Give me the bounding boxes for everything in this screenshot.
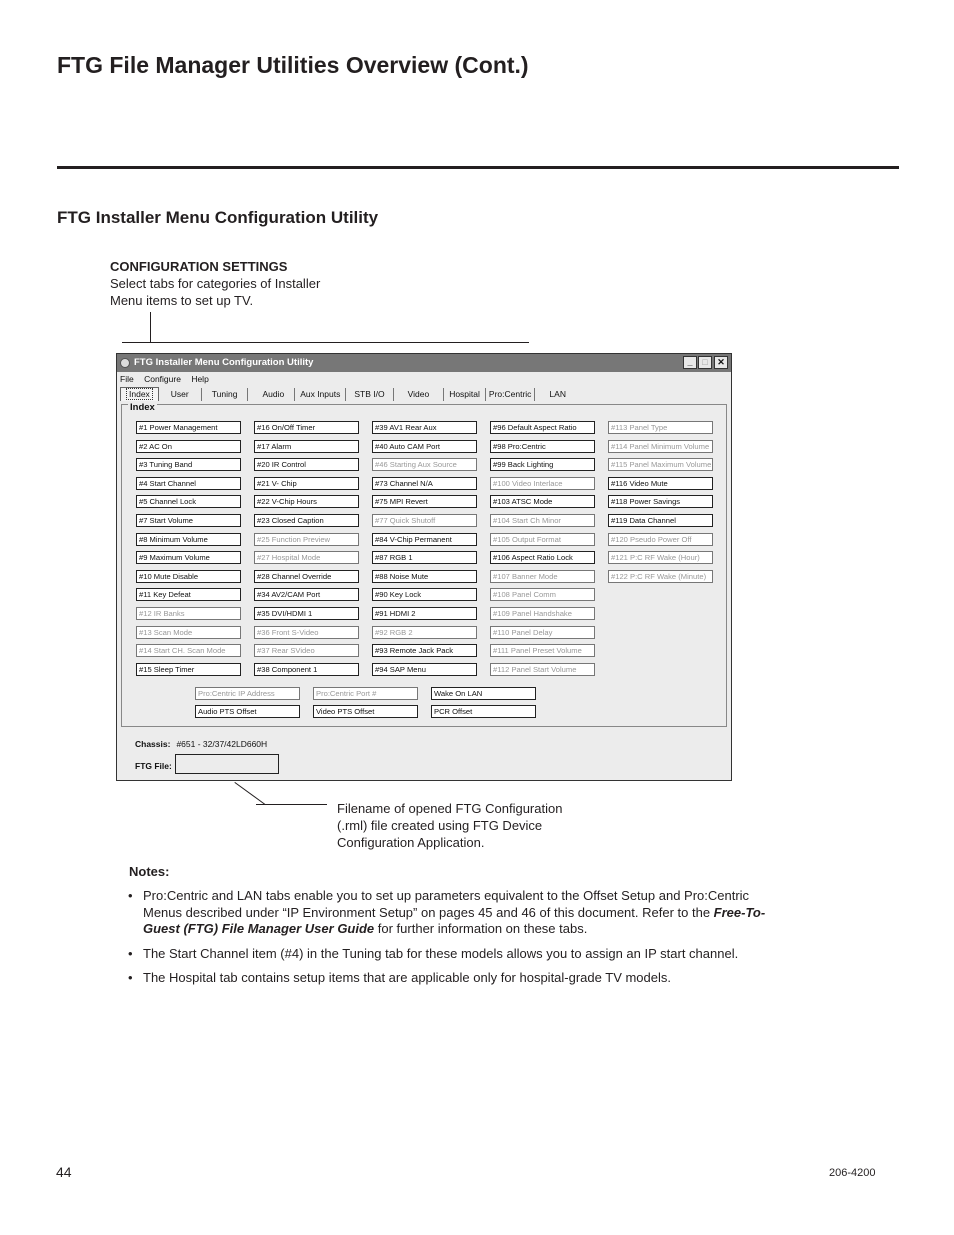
- setting-checkbox[interactable]: #105 Output Format: [490, 533, 595, 546]
- chassis-row: [135, 739, 267, 749]
- document-number: 206-4200: [829, 1167, 876, 1179]
- setting-checkbox[interactable]: #87 RGB 1: [372, 551, 477, 564]
- setting-checkbox[interactable]: #7 Start Volume: [136, 514, 241, 527]
- tab-index[interactable]: [120, 387, 159, 401]
- setting-checkbox[interactable]: #27 Hospital Mode: [254, 551, 359, 564]
- setting-checkbox[interactable]: Video PTS Offset: [313, 705, 418, 718]
- callout-label: CONFIGURATION SETTINGS: [110, 259, 288, 274]
- setting-checkbox[interactable]: #115 Panel Maximum Volume: [608, 458, 713, 471]
- menu-configure[interactable]: Configure: [144, 374, 181, 384]
- setting-checkbox[interactable]: #110 Panel Delay: [490, 626, 595, 639]
- tab-audio[interactable]: Audio: [248, 388, 295, 401]
- setting-checkbox[interactable]: #28 Channel Override: [254, 570, 359, 583]
- setting-checkbox[interactable]: Pro:Centric IP Address: [195, 687, 300, 700]
- configuration-settings-callout: [110, 258, 370, 309]
- ftg-file-field[interactable]: [175, 754, 279, 774]
- close-button[interactable]: ✕: [714, 356, 728, 369]
- chassis-value: #651 - 32/37/42LD660H: [176, 739, 268, 749]
- tab-tuning[interactable]: Tuning: [202, 388, 249, 401]
- callout-leader-vertical: [150, 312, 151, 342]
- ftg-leader-horizontal: [256, 804, 327, 805]
- ftg-file-callout: [337, 800, 597, 851]
- setting-checkbox[interactable]: #84 V-Chip Permanent: [372, 533, 477, 546]
- tab-aux-inputs[interactable]: Aux Inputs: [295, 388, 346, 401]
- note-text: Pro:Centric and LAN tabs enable you to set up parameters equivalent to the Offset Setup and Pro:Centric Menus described under “IP Environment Setup” on pages 45 and 46 of this document. Refer to the: [143, 888, 750, 920]
- setting-checkbox[interactable]: #25 Function Preview: [254, 533, 359, 546]
- menu-bar: [120, 374, 217, 384]
- setting-checkbox[interactable]: #103 ATSC Mode: [490, 495, 595, 508]
- setting-checkbox[interactable]: #93 Remote Jack Pack: [372, 644, 477, 657]
- setting-checkbox[interactable]: #13 Scan Mode: [136, 626, 241, 639]
- index-panel: [121, 404, 727, 727]
- setting-checkbox[interactable]: #107 Banner Mode: [490, 570, 595, 583]
- note-emphasis: Free-To-Guest (FTG) File Manager User Guide: [143, 904, 766, 936]
- setting-checkbox[interactable]: #104 Start Ch Minor: [490, 514, 595, 527]
- notes-title: Notes:: [129, 864, 170, 879]
- page-number: 44: [56, 1164, 72, 1180]
- setting-checkbox[interactable]: #17 Alarm: [254, 440, 359, 453]
- note-item: • The Start Channel item (#4) in the Tuning tab for these models allows you to assign an IP start channel.: [128, 946, 768, 963]
- setting-checkbox[interactable]: #109 Panel Handshake: [490, 607, 595, 620]
- callout-line: Configuration Application.: [337, 835, 485, 850]
- page-title: FTG File Manager Utilities Overview (Cont.): [57, 52, 529, 78]
- note-item: • The Hospital tab contains setup items that are applicable only for hospital-grade TV models.: [128, 970, 768, 987]
- tab-video[interactable]: Video: [394, 388, 445, 401]
- setting-checkbox[interactable]: #75 MPI Revert: [372, 495, 477, 508]
- setting-checkbox[interactable]: #20 IR Control: [254, 458, 359, 471]
- setting-checkbox[interactable]: #14 Start CH. Scan Mode: [136, 644, 241, 657]
- panel-label: Index: [130, 402, 155, 413]
- setting-checkbox[interactable]: #46 Starting Aux Source: [372, 458, 477, 471]
- setting-checkbox[interactable]: #94 SAP Menu: [372, 663, 477, 676]
- setting-checkbox[interactable]: #4 Start Channel: [136, 477, 241, 490]
- setting-checkbox[interactable]: #111 Panel Preset Volume: [490, 644, 595, 657]
- window-titlebar[interactable]: [117, 354, 731, 372]
- setting-checkbox[interactable]: #100 Video Interlace: [490, 477, 595, 490]
- callout-line: (.rml) file created using FTG Device: [337, 818, 543, 833]
- callout-leader-horizontal: [122, 342, 529, 343]
- setting-checkbox[interactable]: #120 Pseudo Power Off: [608, 533, 713, 546]
- setting-checkbox[interactable]: #1 Power Management: [136, 421, 241, 434]
- setting-checkbox[interactable]: #118 Power Savings: [608, 495, 713, 508]
- setting-checkbox[interactable]: #77 Quick Shutoff: [372, 514, 477, 527]
- menu-file[interactable]: File: [120, 374, 134, 384]
- setting-checkbox[interactable]: #90 Key Lock: [372, 588, 477, 601]
- setting-checkbox[interactable]: #88 Noise Mute: [372, 570, 477, 583]
- setting-checkbox[interactable]: #34 AV2/CAM Port: [254, 588, 359, 601]
- tab-hospital[interactable]: Hospital: [444, 388, 486, 401]
- tab-stb-io[interactable]: STB I/O: [346, 388, 393, 401]
- setting-checkbox[interactable]: #106 Aspect Ratio Lock: [490, 551, 595, 564]
- notes-list: [128, 888, 768, 995]
- setting-checkbox[interactable]: #36 Front S-Video: [254, 626, 359, 639]
- setting-checkbox[interactable]: Audio PTS Offset: [195, 705, 300, 718]
- ftg-file-label: FTG File:: [135, 761, 172, 771]
- setting-checkbox[interactable]: #96 Default Aspect Ratio: [490, 421, 595, 434]
- setting-checkbox[interactable]: #22 V-Chip Hours: [254, 495, 359, 508]
- setting-checkbox[interactable]: PCR Offset: [431, 705, 536, 718]
- window-title: FTG Installer Menu Configuration Utility: [134, 357, 314, 368]
- setting-checkbox[interactable]: #108 Panel Comm: [490, 588, 595, 601]
- chassis-label: Chassis:: [135, 739, 171, 749]
- setting-checkbox[interactable]: #113 Panel Type: [608, 421, 713, 434]
- setting-checkbox[interactable]: #3 Tuning Band: [136, 458, 241, 471]
- tab-procentric[interactable]: Pro:Centric: [486, 388, 536, 401]
- setting-checkbox[interactable]: #92 RGB 2: [372, 626, 477, 639]
- setting-checkbox[interactable]: #121 P:C RF Wake (Hour): [608, 551, 713, 564]
- setting-checkbox[interactable]: #11 Key Defeat: [136, 588, 241, 601]
- setting-checkbox[interactable]: #35 DVI/HDMI 1: [254, 607, 359, 620]
- note-text: for further information on these tabs.: [374, 921, 588, 936]
- setting-checkbox[interactable]: #5 Channel Lock: [136, 495, 241, 508]
- setting-checkbox[interactable]: #38 Component 1: [254, 663, 359, 676]
- setting-checkbox[interactable]: #98 Pro:Centric: [490, 440, 595, 453]
- setting-checkbox[interactable]: #114 Panel Minimum Volume: [608, 440, 713, 453]
- setting-checkbox[interactable]: #10 Mute Disable: [136, 570, 241, 583]
- setting-checkbox[interactable]: #37 Rear SVideo: [254, 644, 359, 657]
- setting-checkbox[interactable]: #73 Channel N/A: [372, 477, 477, 490]
- maximize-button[interactable]: □: [698, 356, 712, 369]
- setting-checkbox[interactable]: #15 Sleep Timer: [136, 663, 241, 676]
- section-heading: FTG Installer Menu Configuration Utility: [57, 208, 379, 227]
- ftg-leader-diagonal: [234, 782, 265, 805]
- tab-strip: [120, 388, 580, 402]
- callout-line: Filename of opened FTG Configuration: [337, 801, 563, 816]
- setting-checkbox[interactable]: #9 Maximum Volume: [136, 551, 241, 564]
- installer-config-window: [116, 353, 732, 781]
- minimize-button[interactable]: _: [683, 356, 697, 369]
- menu-help[interactable]: Help: [191, 374, 209, 384]
- tab-label: Index: [126, 388, 153, 400]
- setting-checkbox[interactable]: #12 IR Banks: [136, 607, 241, 620]
- title-rule: [57, 166, 899, 169]
- setting-checkbox[interactable]: Pro:Centric Port #: [313, 687, 418, 700]
- note-item: [128, 888, 768, 938]
- setting-checkbox[interactable]: Wake On LAN: [431, 687, 536, 700]
- setting-checkbox[interactable]: #122 P:C RF Wake (Minute): [608, 570, 713, 583]
- callout-line: Menu items to set up TV.: [110, 293, 254, 308]
- tab-lan[interactable]: LAN: [549, 389, 566, 399]
- setting-checkbox[interactable]: #2 AC On: [136, 440, 241, 453]
- callout-line: Select tabs for categories of Installer: [110, 276, 321, 291]
- tab-user[interactable]: User: [159, 388, 202, 401]
- setting-checkbox[interactable]: #91 HDMI 2: [372, 607, 477, 620]
- setting-checkbox[interactable]: #40 Auto CAM Port: [372, 440, 477, 453]
- setting-checkbox[interactable]: #39 AV1 Rear Aux: [372, 421, 477, 434]
- setting-checkbox[interactable]: #99 Back Lighting: [490, 458, 595, 471]
- setting-checkbox[interactable]: #119 Data Channel: [608, 514, 713, 527]
- setting-checkbox[interactable]: #21 V- Chip: [254, 477, 359, 490]
- setting-checkbox[interactable]: #8 Minimum Volume: [136, 533, 241, 546]
- setting-checkbox[interactable]: #112 Panel Start Volume: [490, 663, 595, 676]
- setting-checkbox[interactable]: #23 Closed Caption: [254, 514, 359, 527]
- setting-checkbox[interactable]: #16 On/Off Timer: [254, 421, 359, 434]
- app-icon: [120, 358, 130, 368]
- setting-checkbox[interactable]: #116 Video Mute: [608, 477, 713, 490]
